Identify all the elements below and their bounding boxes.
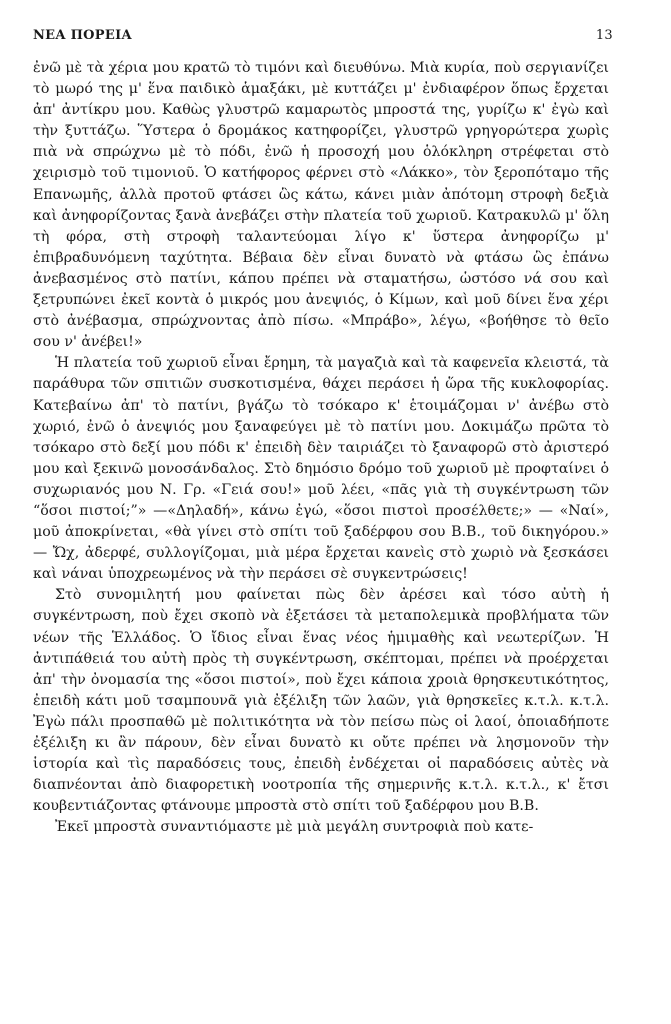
paragraph: Ἐκεῖ μπροστὰ συναντιόμαστε μὲ μιὰ μεγάλη συντροφιὰ ποὺ κατε- bbox=[55, 819, 534, 836]
paragraph: Στὸ συνομιλητή μου φαίνεται πὼς δὲν ἀρέσει καὶ τόσο αὐτὴ ἡ συγκέντρωση, ποὺ ἔχει σκοπὸ νὰ ἐξετάσει τὰ μεταπολεμικὰ προβλήματα τῶν νέων τῆς Ἑλλάδος. Ὁ ἴδιος εἶναι ἕνας νέος ἡμιμαθὴς καὶ νεωτερίζων. Ἡ ἀντιπάθειά του αὐτὴ πρὸς τὴ συγκέντρωση, σκέπτομαι, πρέπει νὰ προέρχεται ἀπ' τὴν ὀνομασία της «ὅσοι πιστοί», ποὺ ἔχει κάποια χροιὰ θρησκευτικότητος, ἐπειδὴ κάτι μοῦ τσαμπουνᾶ γιὰ ἐξέλιξη τῶν λαῶν, γιὰ θρησκεῖες κ.τ.λ. κ.τ.λ. Ἐγὼ πάλι προσπαθῶ μὲ πολιτικότητα νὰ τὸν πείσω πὼς οἱ λαοί, ὁποιαδήποτε ἐξέλιξη κι ἂν πάρουν, δὲν εἶναι δυνατὸ κι οὔτε πρέπει νὰ λησμονοῦν τὴν ἱστορία καὶ τὶς παραδόσεις τους, ἐπειδὴ ἐνδέχεται οἱ παραδόσεις αὐτὲς νὰ διαπνέονται ἀπὸ διαφορετικὴ νοοτροπία τῆς σημερινῆς κ.τ.λ. κ.τ.λ., κ' ἔτσι κουβεντιάζοντας φτάνουμε μπροστὰ στὸ σπίτι τοῦ ξαδέρφου μου Β.Β. bbox=[33, 587, 609, 815]
running-head bbox=[33, 28, 613, 48]
running-title: ΝΕΑ ΠΟΡΕΙΑ bbox=[33, 28, 132, 43]
page-number: 13 bbox=[595, 28, 613, 43]
body-text bbox=[33, 58, 609, 838]
paragraph: Ἡ πλατεία τοῦ χωριοῦ εἶναι ἔρημη, τὰ μαγαζιὰ καὶ τὰ καφενεῖα κλειστά, τὰ παράθυρα τῶν σπιτιῶν συσκοτισμένα, θάχει περάσει ἡ ὥρα τῆς κυκλοφορίας. Κατεβαίνω ἀπ' τὸ πατίνι, βγάζω τὸ τσόκαρο κ' ἑτοιμάζομαι ν' ἀνέβω στὸ χωριό, ἐνῶ ὁ ἀνεψιός μου ξαναφεύγει μὲ τὸ πατίνι μου. Δοκιμάζω πρῶτα τὸ τσόκαρο στὸ δεξί μου πόδι κ' ἐπειδὴ δὲν ταιριάζει τὸ ξαναφορῶ στὸ ἀριστερό μου καὶ ξεκινῶ μονοσάνδαλος. Στὸ δημόσιο δρόμο τοῦ χωριοῦ μὲ προφταίνει ὁ συχωριανός μου Ν. Γρ. «Γειά σου!» μοῦ λέει, «πᾶς γιὰ τὴ συγκέντρωση τῶν “ὅσοι πιστοί;”» —«Δηλαδή», κάνω ἐγώ, «ὅσοι πιστοὶ προσέλθετε;» — «Ναί», μοῦ ἀποκρίνεται, «θὰ γίνει στὸ σπίτι τοῦ ξαδέρφου σου Β.Β., τοῦ δικηγόρου.» — Ὤχ, ἀδερφέ, συλλογίζομαι, μιὰ μέρα ἔρχεται κανεὶς στὸ χωριὸ νὰ ξεσκάσει καὶ νάναι ὑποχρεωμένος νὰ τὴν περάσει σὲ συγκεντρώσεις! bbox=[33, 355, 609, 583]
paragraph-continued: ἐνῶ μὲ τὰ χέρια μου κρατῶ τὸ τιμόνι καὶ διευθύνω. Μιὰ κυρία, ποὺ σεργιανίζει τὸ μωρό της μ' ἕνα παιδικὸ ἁμαξάκι, μὲ κυττάζει μ' ἐνδιαφέρον ὅπως ἔρχεται ἀπ' ἀντίκρυ μου. Καθὼς γλυστρῶ καμαρωτὸς μπροστά της, γυρίζω κ' ἐγὼ καὶ τὴν ξυττάζω. Ὕστερα ὁ δρομάκος κατηφορίζει, γλυστρῶ γρηγορώτερα χωρὶς πιὰ νὰ σπρώχνω μὲ τὸ πόδι, ἐνῶ ἡ προσοχή μου ὁλόκληρη στρέφεται στὸ χειρισμὸ τοῦ τιμονιοῦ. Ὁ κατήφορος φέρνει στὸ «Λάκκο», τὸν ξεροπόταμο τῆς Επανωμῆς, ἀλλὰ προτοῦ φτάσει ὣς κάτω, κάνει μιὰν ἀπότομη στροφὴ δεξιὰ καὶ ἀνηφορίζοντας ξανὰ ἀνεβάζει στὴν πλατεία τοῦ χωριοῦ. Κατρακυλῶ μ' ὅλη τὴ φόρα, στὴ στροφὴ ταλαντεύομαι λίγο κ' ὕστερα ἀνηφορίζω μ' ἐπιβραδυνόμενη ταχύτητα. Βέβαια δὲν εἶναι δυνατὸ νὰ φτάσω ὣς ἐπάνω ἀνεβασμένος στὸ πατίνι, κάπου πρέπει νὰ σταματήσω, ὡστόσο νά σου καὶ ξετρυπώνει ἐκεῖ κοντὰ ὁ μικρός μου ἀνεψιός, ὁ Κίμων, καὶ μοῦ δίνει ἕνα χέρι στὸ ἀνέβασμα, σπρώχνοντας ἀπὸ πίσω. «Μπράβο», λέγω, «βοήθησε τὸ θεῖο σου ν' ἀνέβει!» bbox=[33, 60, 609, 351]
